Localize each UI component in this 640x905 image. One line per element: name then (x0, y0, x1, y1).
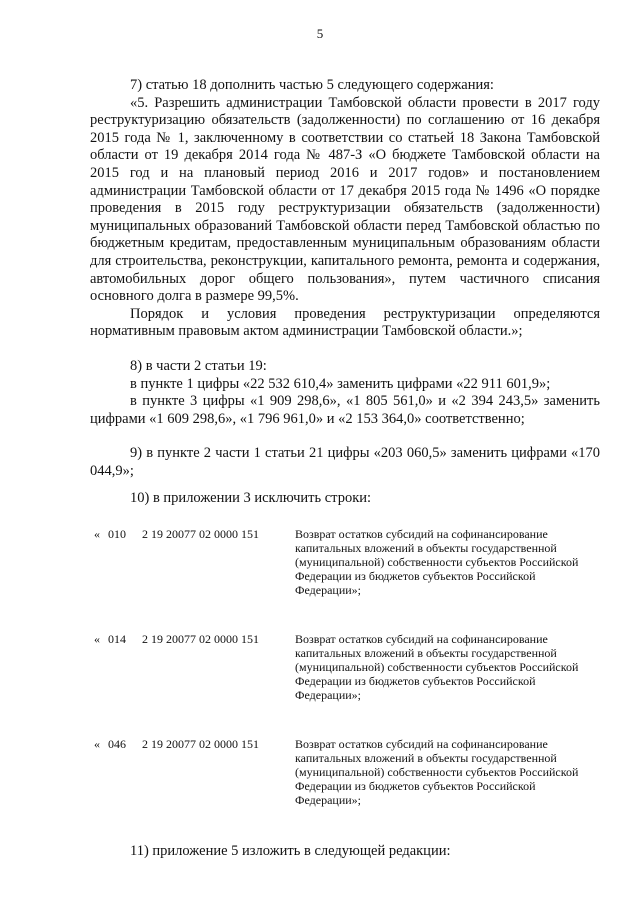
item-7-order: Порядок и условия проведения реструктуризации определяются нормативным правовым актом администрации Тамбовской области.»; (90, 305, 600, 340)
row-text: Возврат остатков субсидий на софинансирование капитальных вложений в объекты государственной (муниципальной) собственности субъектов Российской Федерации из бюджетов субъектов Российской Федерации»; (295, 632, 579, 702)
open-quote: « (94, 632, 100, 646)
page-number: 5 (316, 26, 324, 41)
item-11-title: 11) приложение 5 изложить в следующей редакции: (130, 843, 451, 859)
item-8-title: 8) в части 2 статьи 19: (130, 357, 267, 374)
row-kbk: 2 19 20077 02 0000 151 (142, 632, 259, 646)
row-code: 014 (108, 632, 126, 646)
item-8-point-1: в пункте 1 цифры «22 532 610,4» заменить цифрами «22 911 601,9»; (130, 375, 551, 392)
document-body (90, 77, 600, 508)
row-text: Возврат остатков субсидий на софинансирование капитальных вложений в объекты государственной (муниципальной) собственности субъектов Российской Федерации из бюджетов субъектов Российской Федерации»; (295, 737, 579, 807)
document-closing (90, 843, 600, 861)
table-row (94, 632, 604, 702)
open-quote: « (94, 737, 100, 751)
item-9: 9) в пункте 2 части 1 статьи 21 цифры «203 060,5» заменить цифрами «170 044,9»; (90, 445, 600, 479)
item-8-point-3: в пункте 3 цифры «1 909 298,6», «1 805 561,0» и «2 394 243,5» заменить цифрами «1 609 298,6», «1 796 961,0» и «2 153 364,0» соответственно; (90, 393, 600, 427)
row-code: 046 (108, 737, 126, 751)
row-kbk: 2 19 20077 02 0000 151 (142, 527, 259, 541)
table-row (94, 737, 604, 807)
row-kbk: 2 19 20077 02 0000 151 (142, 737, 259, 751)
row-text: Возврат остатков субсидий на софинансирование капитальных вложений в объекты государственной (муниципальной) собственности субъектов Российской Федерации из бюджетов субъектов Российской Федерации»; (295, 527, 579, 597)
item-7-text: «5. Разрешить администрации Тамбовской области провести в 2017 году реструктуризацию обязательств (задолженности) по соглашению от 16 декабря 2015 года № 1, заключенному в соответствии со статьей 18 Закона Тамбовской области от 19 декабря 2014 года № 487-З «О бюджете Тамбовской области на 2015 год и на плановый период 2016 и 2017 годов» и постановлением администрации Тамбовской области от 17 декабря 2015 года № 1496 «О порядке проведения в 2015 году реструктуризации обязательств (задолженности) муниципальных образований Тамбовской области перед Тамбовской областью по бюджетным кредитам, предоставленным муниципальным образованиям области для строительства, реконструкции, капитального ремонта, ремонта и содержания, автомобильных дорог общего пользования», путем частичного списания основного долга в размере 99,5%. (90, 94, 600, 305)
item-10-title: 10) в приложении 3 исключить строки: (130, 490, 372, 507)
open-quote: « (94, 527, 100, 541)
item-7-title: 7) статью 18 дополнить частью 5 следующего содержания: (130, 77, 494, 93)
row-code: 010 (108, 527, 126, 541)
excluded-rows-table (94, 527, 604, 807)
table-row (94, 527, 604, 597)
